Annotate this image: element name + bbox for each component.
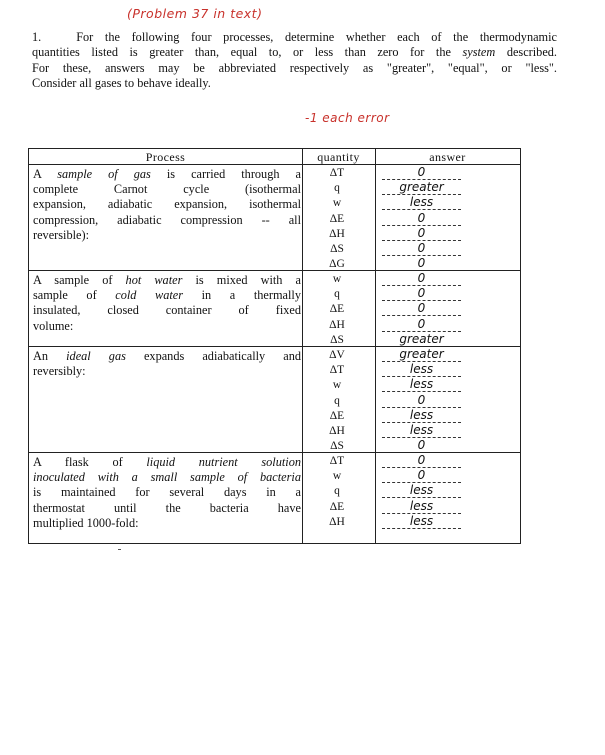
handwritten-answer: 0 (417, 210, 426, 225)
quantity-cell: q (334, 394, 340, 407)
handwritten-answer: less (409, 362, 434, 377)
description-line (33, 319, 301, 334)
description-line (33, 470, 301, 485)
quantity-cell: q (334, 182, 340, 195)
description-text: compression, adiabatic compression -- all (33, 212, 301, 227)
description-text: inoculated with a small sample of bacteria (33, 470, 301, 485)
quantity-cell: q (334, 485, 340, 498)
handwritten-answer: 0 (417, 165, 426, 179)
quantity-cell: ΔH (329, 515, 345, 528)
handwritten-answer: 0 (417, 241, 426, 255)
description-line (33, 213, 301, 228)
process-description (33, 167, 301, 243)
quantity-cell: ΔS (330, 243, 344, 255)
description-text: volume: (33, 318, 74, 333)
description-text: expansion, adiabatic expansion, isothermal (33, 197, 301, 212)
intro-line-3: For these, answers may be abbreviated respectively as "greater", "equal", or "less". (32, 60, 557, 75)
description-line (33, 516, 301, 531)
answer-blank (382, 256, 461, 271)
answer-blank (382, 377, 461, 392)
description-text: A (33, 167, 58, 181)
description-text: in a thermally (183, 288, 301, 303)
quantity-cell: ΔE (329, 212, 345, 225)
description-text: multiplied 1000-fold: (33, 515, 139, 530)
handwritten-answer: 0 (417, 438, 426, 453)
quantity-cell: ΔS (330, 440, 344, 453)
description-line (33, 455, 301, 470)
description-line (33, 349, 301, 364)
handwritten-answer: 0 (417, 225, 426, 240)
handwritten-answer: 0 (417, 392, 426, 407)
description-line (33, 364, 301, 379)
quantity-cell: ΔS (330, 333, 344, 346)
handwritten-grading-note: -1 each error (305, 111, 390, 125)
description-text: cold water (115, 288, 184, 303)
intro-line-2b: described. (506, 45, 558, 60)
intro-line-2a: quantities listed is greater than, equal to, or less than zero for the (32, 45, 451, 60)
handwritten-answer: less (409, 483, 434, 498)
description-line (33, 485, 301, 500)
description-text: liquid nutrient solution (146, 455, 301, 469)
process-description (33, 349, 301, 379)
description-line (33, 197, 301, 212)
quantity-cell: ΔH (329, 227, 345, 240)
stray-mark (118, 549, 121, 550)
handwritten-answer: less (409, 195, 434, 210)
quantity-cell: ΔV (329, 349, 345, 361)
answer-blank (382, 301, 461, 316)
intro-line-1: For the following four processes, determine whether each of the thermodynamic (76, 30, 557, 44)
answer-blank (382, 514, 461, 529)
description-text: expands adiabatically and (125, 349, 302, 363)
handwritten-answer: 0 (417, 301, 426, 316)
description-line (33, 288, 301, 303)
answer-blank (382, 362, 461, 377)
answer-blank (382, 347, 461, 362)
description-text: complete Carnot cycle (isothermal (33, 182, 301, 197)
handwritten-header-note: (Problem 37 in text) (127, 6, 263, 21)
answer-blank (382, 286, 461, 301)
answer-blank (382, 165, 461, 180)
quantity-cell: ΔT (329, 364, 345, 377)
answer-blank (382, 332, 461, 347)
answer-blank (382, 241, 461, 256)
answer-blank (382, 499, 461, 514)
intro-line-4: Consider all gases to behave ideally. (32, 75, 211, 90)
description-line (33, 273, 301, 288)
answer-blank (382, 438, 461, 453)
description-line (33, 167, 301, 182)
description-line (33, 501, 301, 516)
problem-statement (32, 30, 557, 91)
description-line (33, 182, 301, 197)
answer-blank (382, 271, 461, 286)
answer-blank (382, 483, 461, 498)
description-text: An (33, 349, 67, 363)
description-line (33, 303, 301, 318)
description-text: sample of (33, 288, 116, 303)
quantity-cell: ΔG (329, 258, 345, 271)
handwritten-answer: less (409, 423, 434, 437)
description-text: insulated, closed container of fixed (33, 303, 301, 318)
answer-blank (382, 393, 461, 408)
quantity-cell: ΔE (329, 409, 345, 422)
answer-blank (382, 211, 461, 226)
quantity-cell: ΔE (329, 500, 345, 513)
description-text: reversibly: (33, 364, 86, 379)
handwritten-answer: less (409, 407, 434, 422)
answer-blank (382, 453, 461, 468)
description-text: reversible): (33, 227, 89, 242)
process-description (33, 455, 301, 531)
quantity-cell: ΔT (329, 167, 345, 179)
answer-blank (382, 468, 461, 483)
handwritten-answer: 0 (417, 453, 426, 467)
intro-system-word: system (462, 45, 496, 60)
handwritten-answer: greater (399, 331, 444, 346)
description-text: A flask of (33, 455, 147, 469)
quantity-cell: w (332, 379, 342, 392)
handwritten-answer: 0 (417, 316, 426, 331)
answer-blank (382, 423, 461, 438)
answer-blank (382, 195, 461, 210)
quantity-cell: w (332, 197, 342, 210)
handwritten-answer: less (409, 513, 434, 528)
handwritten-answer: 0 (417, 271, 426, 285)
handwritten-answer: less (409, 377, 434, 392)
answer-blank (382, 226, 461, 241)
description-text: A sample of (33, 273, 126, 287)
problem-number: 1. (32, 30, 42, 44)
handwritten-answer: less (409, 498, 434, 513)
header-process: Process (145, 150, 186, 164)
quantity-cell: ΔH (329, 425, 345, 437)
description-text: is carried through a (150, 167, 301, 181)
answer-blank (382, 408, 461, 423)
quantity-cell: ΔE (329, 303, 345, 316)
header-quantity: quantity (317, 150, 360, 164)
handwritten-answer: greater (399, 180, 444, 195)
description-text: is mixed with a (182, 273, 301, 287)
quantity-cell: w (332, 470, 342, 483)
handwritten-answer: 0 (417, 468, 426, 483)
header-answer: answer (429, 150, 466, 164)
answer-blank (382, 317, 461, 332)
answer-table (28, 148, 521, 544)
handwritten-answer: 0 (417, 286, 426, 301)
description-line (33, 228, 301, 243)
description-text: hot water (125, 273, 183, 287)
quantity-cell: q (334, 288, 340, 301)
description-text: sample of gas (57, 167, 151, 181)
quantity-cell: w (332, 273, 342, 285)
description-text: thermostat until the bacteria have (33, 500, 301, 515)
process-description (33, 273, 301, 334)
quantity-cell: ΔT (329, 455, 345, 467)
description-text: is maintained for several days in a (33, 485, 301, 500)
handwritten-answer: 0 (417, 256, 426, 271)
handwritten-answer: greater (399, 347, 444, 361)
quantity-cell: ΔH (329, 318, 345, 331)
description-text: ideal gas (66, 349, 126, 363)
answer-blank (382, 180, 461, 195)
